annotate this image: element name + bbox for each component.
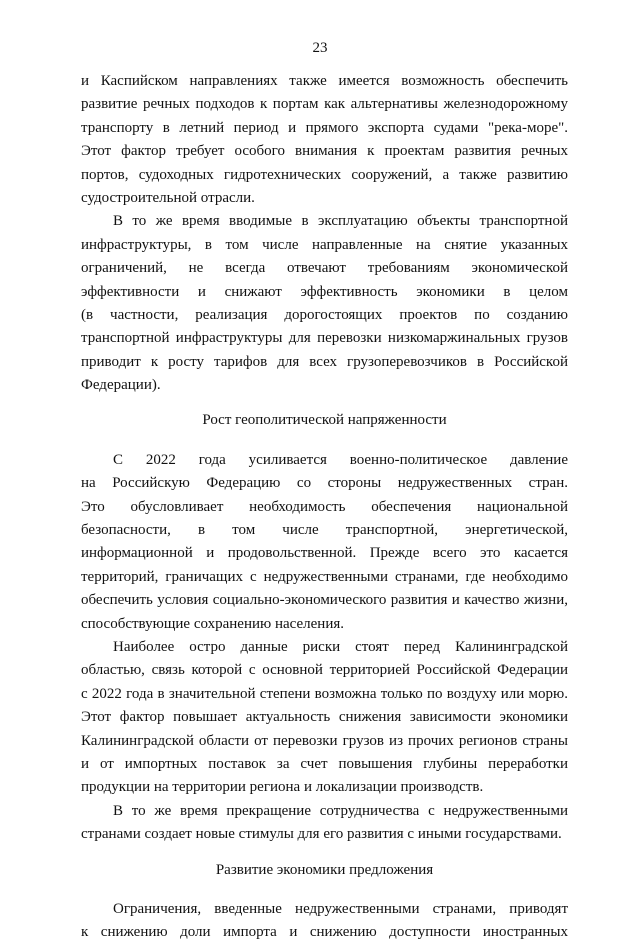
text-line: транспорту в летний период и прямого экспорта судами "река-море". [81, 119, 568, 136]
text-line: информационной и продовольственной. Прежде всего это касается [81, 545, 568, 562]
paragraph [81, 800, 568, 847]
text-line: В то же время вводимые в эксплуатацию объекты транспортной [113, 213, 568, 230]
text-line: эффективности и снижают эффективность экономики в целом [81, 283, 568, 300]
paragraph [81, 70, 568, 210]
text-line: продукции на территории региона и локализации производств. [81, 779, 484, 796]
paragraph [81, 449, 568, 636]
page-number: 23 [312, 40, 328, 56]
text-line: портов, судоходных гидротехнических сооружений, а также развитию [81, 166, 568, 183]
text-line: способствующие сохранению населения. [81, 615, 344, 632]
text-line: Калининградской области от перевозки грузов из прочих регионов страны [81, 732, 568, 749]
text-line: безопасности, в том числе транспортной, энергетической, [81, 522, 568, 539]
text-line: территорий, граничащих с недружественными странами, где необходимо [81, 568, 568, 585]
section-heading: Развитие экономики предложения [215, 861, 434, 878]
paragraph [81, 636, 568, 800]
text-line: Этот фактор требует особого внимания к проектам развития речных [81, 143, 568, 160]
text-line: приводит к росту тарифов для всех грузоперевозчиков в Российской [81, 353, 568, 370]
text-line: и Каспийском направлениях также имеется возможность обеспечить [81, 73, 568, 89]
document-body [81, 70, 568, 945]
text-line: с 2022 года в значительной степени возможна только по воздуху или морю. [81, 685, 568, 702]
text-line: Наиболее остро данные риски стоят перед Калининградской [113, 638, 568, 655]
text-line: Федерации). [81, 377, 161, 394]
text-line: судостроительной отрасли. [81, 189, 255, 206]
text-line: транспортной инфраструктуры для перевозки низкомаржинальных грузов [81, 330, 568, 347]
paragraph [81, 210, 568, 397]
text-line: Ограничения, введенные недружественными странами, приводят [113, 900, 568, 917]
text-line: ограничений, не всегда отвечают требованиям экономической [81, 260, 568, 277]
text-line: обеспечить условия социально-экономического развития и качество жизни, [81, 592, 568, 609]
text-line: В то же время прекращение сотрудничества с недружественными [113, 802, 568, 819]
text-line: Это обусловливает необходимость обеспечения национальной [81, 498, 568, 515]
text-line: (в частности, реализация дорогостоящих проектов по созданию [81, 306, 568, 323]
text-line: С 2022 года усиливается военно-политическое давление [113, 451, 568, 468]
section-heading: Рост геополитической напряженности [202, 412, 447, 429]
text-line: странами создает новые стимулы для его развития с иными государствами. [81, 826, 562, 843]
text-line: развитие речных подходов к портам как альтернативы железнодорожному [81, 96, 568, 113]
text-line: Этот фактор повышает актуальность снижения зависимости экономики [81, 709, 568, 726]
text-line: к снижению доли импорта и снижению доступности иностранных [81, 924, 568, 941]
text-line: областью, связь которой с основной территорией Российской Федерации [81, 662, 568, 679]
text-line: инфраструктуры, в том числе направленные на снятие указанных [81, 236, 568, 253]
text-line: и от импортных поставок за счет повышения глубины переработки [81, 755, 568, 772]
text-line: на Российскую Федерацию со стороны недружественных стран. [81, 475, 568, 492]
